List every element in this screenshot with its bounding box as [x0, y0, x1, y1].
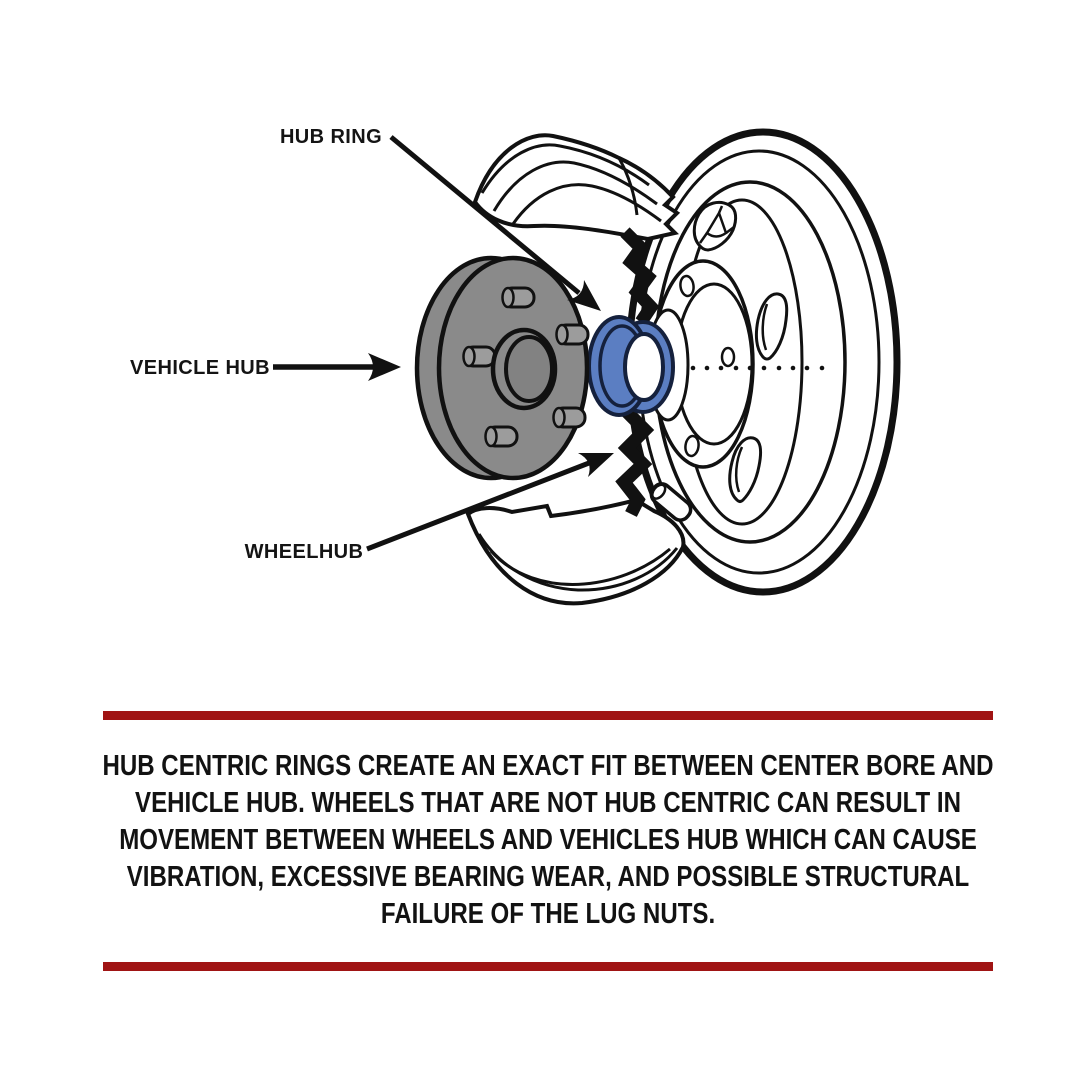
description-line: VEHICLE HUB. WHEELS THAT ARE NOT HUB CENTRIC CAN RESULT IN: [135, 787, 961, 819]
wheel-stud: [486, 427, 518, 446]
divider-bottom: [103, 962, 993, 971]
description-line: VIBRATION, EXCESSIVE BEARING WEAR, AND POSSIBLE STRUCTURAL: [126, 861, 970, 893]
wheel-stud: [557, 325, 589, 344]
divider-top: [103, 711, 993, 720]
wheel-stud: [503, 288, 535, 307]
hub-ring-label: HUB RING: [279, 126, 383, 148]
description-line: MOVEMENT BETWEEN WHEELS AND VEHICLES HUB WHICH CAN CAUSE: [119, 824, 977, 856]
description-text: [100, 748, 996, 933]
description-line: FAILURE OF THE LUG NUTS.: [380, 898, 716, 930]
wheel-stud: [554, 408, 586, 427]
wheel-stud: [464, 347, 496, 366]
rim-barrel-top: [475, 135, 677, 239]
hub-ring-drawing: [589, 317, 673, 415]
hub-center-bore-inner: [506, 337, 552, 401]
lug-hole: [722, 348, 734, 366]
vehicle-hub-label: VEHICLE HUB: [130, 357, 270, 379]
vehicle-hub-arrow: [273, 353, 401, 381]
description-line: HUB CENTRIC RINGS CREATE AN EXACT FIT BETWEEN CENTER BORE AND: [102, 750, 994, 782]
wheelhub-label: WHEELHUB: [244, 541, 364, 563]
vehicle-hub-drawing: [417, 258, 588, 478]
